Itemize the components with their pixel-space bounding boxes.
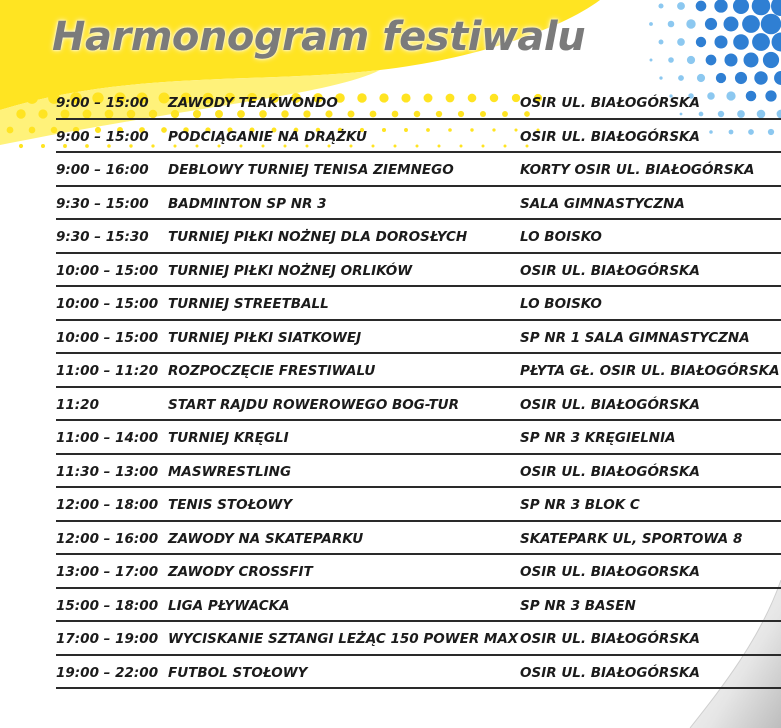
schedule-row: [56, 321, 781, 355]
place-cell: OSIR UL. BIAŁOGÓRSKA: [520, 664, 700, 681]
event-cell: ZAWODY CROSSFIT: [168, 564, 313, 580]
event-cell: ROZPOCZĘCIE FRESTIWALU: [168, 363, 376, 379]
page-title: Harmonogram festiwalu: [52, 14, 586, 60]
time-cell: 10:00 – 15:00: [56, 329, 159, 346]
decor-dot: [38, 109, 47, 118]
decor-dot: [687, 56, 695, 64]
schedule-row: [56, 120, 781, 154]
place-cell: SP NR 3 KRĘGIELNIA: [520, 430, 676, 446]
decor-dot: [714, 0, 727, 13]
decor-dot: [752, 0, 771, 15]
place-cell: SKATEPARK UL, SPORTOWA 8: [520, 530, 743, 547]
decor-dot: [706, 55, 717, 66]
decor-dot: [774, 71, 781, 85]
place-cell: SP NR 1 SALA GIMNASTYCZNA: [520, 329, 750, 346]
schedule-row: [56, 522, 781, 556]
decor-dot: [733, 34, 749, 50]
place-cell: SP NR 3 BLOK C: [520, 497, 640, 513]
time-cell: 9:00 – 15:00: [56, 128, 149, 145]
decor-dot: [696, 37, 706, 47]
time-cell: 9:00 – 16:00: [56, 162, 149, 178]
decor-dot: [668, 21, 675, 28]
decor-dot: [771, 0, 781, 16]
schedule-row: [56, 187, 781, 221]
decor-dot: [677, 38, 685, 46]
event-cell: TURNIEJ STREETBALL: [168, 296, 329, 312]
place-cell: LO BOISKO: [520, 229, 602, 245]
decor-dot: [696, 1, 707, 12]
schedule-row: [56, 488, 781, 522]
event-cell: TURNIEJ PIŁKI NOŻNEJ ORLIKÓW: [168, 262, 413, 279]
event-cell: DEBLOWY TURNIEJ TENISA ZIEMNEGO: [168, 162, 454, 178]
decor-dot: [761, 14, 781, 34]
place-cell: KORTY OSIR UL. BIAŁOGÓRSKA: [520, 162, 755, 178]
schedule-row: [56, 220, 781, 254]
time-cell: 12:00 – 16:00: [56, 530, 159, 547]
schedule-row: [56, 589, 781, 623]
schedule-row: [56, 86, 781, 120]
decor-dot: [678, 75, 684, 81]
place-cell: OSIR UL. BIAŁOGÓRSKA: [520, 128, 700, 145]
event-cell: MASWRESTLING: [168, 463, 292, 480]
time-cell: 11:00 – 11:20: [56, 363, 159, 379]
decor-dot: [752, 33, 770, 51]
decor-dot: [650, 59, 653, 62]
event-cell: PODCIĄGANIE NA DRĄŻKU: [168, 128, 367, 145]
event-cell: TURNIEJ PIŁKI SIATKOWEJ: [168, 329, 362, 346]
place-cell: OSIR UL. BIAŁOGÓRSKA: [520, 463, 700, 480]
time-cell: 11:00 – 14:00: [56, 430, 159, 446]
schedule-row: [56, 354, 781, 388]
decor-dot: [668, 57, 674, 63]
event-cell: START RAJDU ROWEROWEGO BOG-TUR: [168, 396, 460, 413]
event-cell: FUTBOL STOŁOWY: [168, 664, 308, 681]
place-cell: SALA GIMNASTYCZNA: [520, 195, 685, 212]
time-cell: 9:30 – 15:00: [56, 195, 149, 212]
event-cell: LIGA PŁYWACKA: [168, 597, 290, 614]
time-cell: 15:00 – 18:00: [56, 597, 159, 614]
time-cell: 10:00 – 15:00: [56, 296, 159, 312]
time-cell: 11:30 – 13:00: [56, 463, 159, 480]
schedule-row: [56, 254, 781, 288]
decor-dot: [7, 127, 14, 134]
schedule-row: [56, 287, 781, 321]
decor-dot: [686, 19, 695, 28]
time-cell: 12:00 – 18:00: [56, 497, 159, 513]
schedule-row: [56, 622, 781, 656]
event-cell: ZAWODY TEAKWONDO: [168, 95, 338, 111]
decor-dot: [735, 72, 747, 84]
decor-dot: [19, 144, 23, 148]
decor-dot: [714, 35, 727, 48]
time-cell: 9:30 – 15:30: [56, 229, 149, 245]
decor-dot: [742, 15, 760, 33]
decor-dot: [29, 127, 36, 134]
decor-dot: [705, 18, 717, 30]
place-cell: PŁYTA GŁ. OSIR UL. BIAŁOGÓRSKA: [520, 363, 780, 379]
schedule-row: [56, 656, 781, 690]
decor-dot: [649, 22, 653, 26]
time-cell: 10:00 – 15:00: [56, 262, 159, 279]
event-cell: WYCISKANIE SZTANGI LEŻĄC 150 POWER MAX: [168, 631, 519, 647]
decor-dot: [733, 0, 749, 14]
time-cell: 19:00 – 22:00: [56, 664, 159, 681]
time-cell: 17:00 – 19:00: [56, 631, 159, 647]
decor-dot: [763, 52, 779, 68]
place-cell: OSIR UL. BIAŁOGÓRSKA: [520, 262, 700, 279]
schedule-row: [56, 421, 781, 455]
decor-dot: [659, 76, 662, 79]
decor-dot: [677, 2, 685, 10]
place-cell: OSIR UL. BIAŁOGÓRSKA: [520, 396, 700, 413]
time-cell: 9:00 – 15:00: [56, 95, 149, 111]
decor-dot: [724, 17, 739, 32]
event-cell: TURNIEJ KRĘGLI: [168, 430, 289, 446]
schedule-row: [56, 153, 781, 187]
decor-dot: [772, 33, 781, 52]
decor-dot: [41, 144, 45, 148]
place-cell: OSIR UL. BIAŁOGORSKA: [520, 564, 700, 580]
event-cell: TENIS STOŁOWY: [168, 497, 293, 513]
schedule-table: [56, 86, 781, 689]
event-cell: TURNIEJ PIŁKI NOŻNEJ DLA DOROSŁYCH: [168, 229, 468, 245]
place-cell: OSIR UL. BIAŁOGÓRSKA: [520, 95, 700, 111]
place-cell: SP NR 3 BASEN: [520, 597, 636, 614]
schedule-row: [56, 455, 781, 489]
decor-dot: [26, 92, 38, 104]
decor-dot: [697, 74, 705, 82]
time-cell: 11:20: [56, 396, 99, 413]
decor-dot: [744, 53, 759, 68]
decor-dot: [724, 53, 737, 66]
decor-dot: [754, 71, 767, 84]
event-cell: ZAWODY NA SKATEPARKU: [168, 530, 364, 547]
decor-dot: [16, 109, 25, 118]
decor-dot: [659, 40, 664, 45]
decor-dot: [4, 92, 16, 104]
schedule-row: [56, 388, 781, 422]
schedule-row: [56, 555, 781, 589]
decor-dot: [658, 3, 663, 8]
place-cell: LO BOISKO: [520, 296, 602, 312]
place-cell: OSIR UL. BIAŁOGÓRSKA: [520, 631, 700, 647]
decor-dot: [716, 73, 726, 83]
event-cell: BADMINTON SP NR 3: [168, 195, 327, 212]
time-cell: 13:00 – 17:00: [56, 564, 159, 580]
